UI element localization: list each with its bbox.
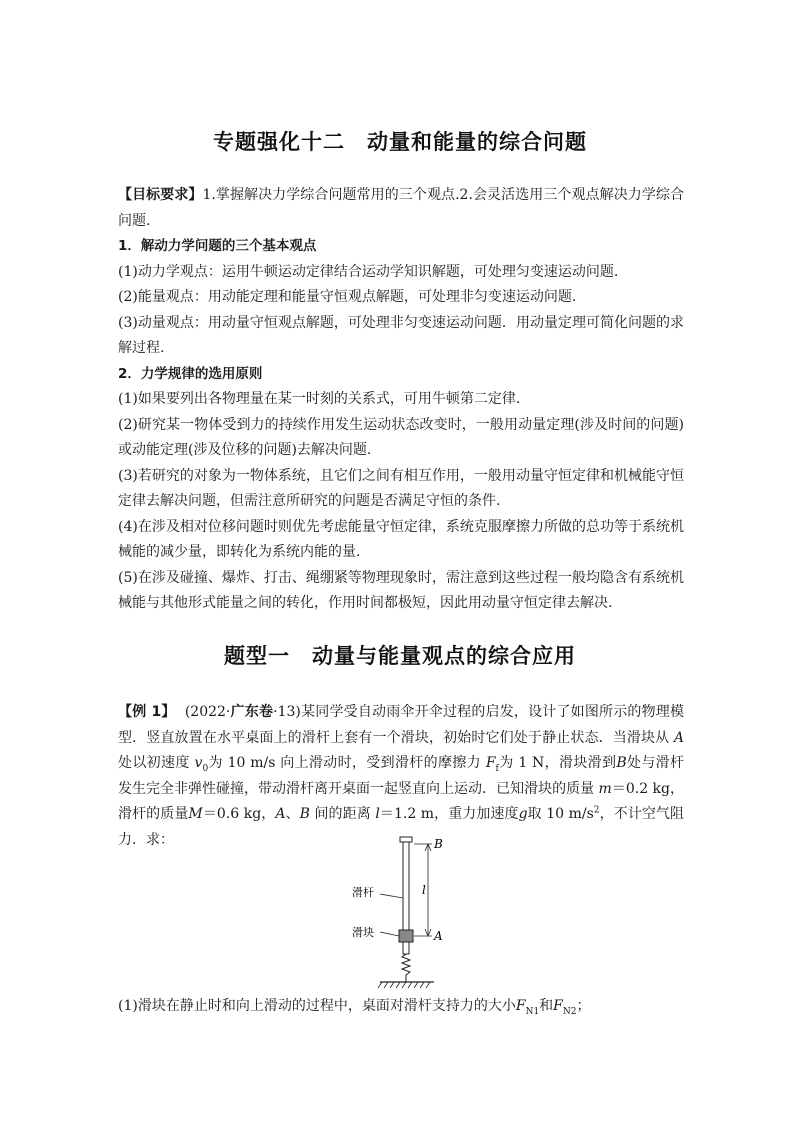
- example-paragraph: [118, 700, 684, 853]
- var-FN2-sub: N2: [562, 1006, 577, 1017]
- example-source: (2022·: [184, 704, 231, 720]
- var-B: B: [616, 755, 627, 771]
- rod-leader: [380, 894, 403, 898]
- example-text-7: ＝0.6 kg，: [202, 806, 276, 822]
- section-title: [0, 640, 800, 670]
- section2-item-3: (3)若研究的对象为一物体系统，且它们之间有相互作用，一般用动量守恒定律和机械能守恒定律去解决问题，但需注意所研究的问题是否满足守恒的条件.: [118, 467, 684, 509]
- var-F: F: [485, 755, 496, 771]
- example-text-3: 为 10 m/s 向上滑动时，受到滑杆的摩擦力: [208, 755, 486, 771]
- label-l: l: [422, 883, 426, 897]
- example-text-8: 、: [285, 806, 300, 822]
- question-1: [118, 994, 684, 1019]
- var-v-sub: 0: [202, 763, 209, 774]
- var-M: M: [188, 806, 203, 822]
- example-text-12: ，不计空气阻力．求：: [118, 806, 684, 848]
- section2-item-4: (4)在涉及相对位移问题时则优先考虑能量守恒定律，系统克服摩擦力所做的总功等于系统机械能的减少量，即转化为系统内能的量.: [118, 518, 684, 560]
- example-text-11: 取 10 m/s: [527, 806, 594, 822]
- label-A: A: [434, 929, 443, 943]
- section2-item-1: (1)如果要列出各物理量在某一时刻的关系式，可用牛顿第二定律.: [118, 391, 521, 407]
- ground-hatch: [378, 982, 430, 988]
- block-leader: [380, 932, 399, 936]
- goal-block: [118, 183, 684, 617]
- rod-block-diagram: [352, 832, 462, 1002]
- slider-block: [399, 930, 413, 942]
- example-source-bold: 广东卷: [230, 704, 274, 720]
- question-1-text: (1)滑块在静止时和向上滑动的过程中，桌面对滑杆支持力的大小: [118, 998, 516, 1014]
- rod-cap: [400, 837, 412, 842]
- example-text-10: ＝1.2 m，重力加速度: [379, 806, 519, 822]
- var-F-sub: f: [495, 763, 499, 774]
- rod-block-figure: [352, 832, 462, 1002]
- var-A-2: A: [275, 806, 286, 822]
- goal-paragraph: [118, 183, 684, 234]
- example-text-4: 为 1 N，滑块滑到: [498, 755, 617, 771]
- unit-square: 2: [593, 805, 600, 816]
- section1-heading: 1．解动力学问题的三个基本观点: [118, 238, 317, 254]
- label-rod: 滑杆: [352, 886, 374, 899]
- var-m: m: [598, 780, 612, 797]
- section1-item-2: (2)能量观点：用动能定理和能量守恒观点解题，可处理非匀变速运动问题.: [118, 289, 577, 305]
- example-text-2: 处以初速度: [118, 755, 195, 771]
- example-source-tail: ·13): [273, 704, 301, 720]
- goal-text: 1.掌握解决力学综合问题常用的三个观点.2.会灵活选用三个观点解决力学综合问题.: [118, 187, 684, 229]
- question-1-and: 和: [539, 998, 554, 1014]
- example-text-1: 某同学受自动雨伞开伞过程的启发，设计了如图所示的物理模型．竖直放置在水平桌面上的滑杆上套有一个滑块，初始时它们处于静止状态．当滑块从: [118, 704, 684, 746]
- example-tag: 【例 1】: [118, 704, 176, 720]
- example-text-9: 间的距离: [309, 806, 376, 822]
- example-text-5: 处与滑杆发生完全非弹性碰撞，带动滑杆离开桌面一起竖直向上运动．已知滑块的质量: [118, 755, 685, 797]
- section-title-part1: 题型一: [224, 644, 290, 668]
- var-FN1-sub: N1: [525, 1006, 540, 1017]
- goal-tag: 【目标要求】: [118, 187, 203, 203]
- var-FN1: F: [515, 998, 526, 1014]
- section1-item-3: (3)动量观点：用动量守恒观点解题，可处理非匀变速运动问题．用动量定理可简化问题的求解过程.: [118, 314, 684, 356]
- var-g: g: [518, 806, 528, 822]
- spring: [402, 954, 410, 975]
- var-FN2: F: [553, 998, 563, 1014]
- example-block: [118, 700, 684, 853]
- var-v: v: [194, 755, 203, 771]
- main-title-part1: 专题强化十二: [213, 130, 345, 154]
- section1-item-1: (1)动力学观点：运用牛顿运动定律结合运动学知识解题，可处理匀变速运动问题.: [118, 263, 619, 280]
- label-block: 滑块: [352, 926, 374, 939]
- main-title: [0, 126, 800, 156]
- section2-item-5: (5)在涉及碰撞、爆炸、打击、绳绷紧等物理现象时，需注意到这些过程一般均隐含有系统机械能与其他形式能量之间的转化，作用时间都极短，因此用动量守恒定律去解决.: [118, 569, 684, 611]
- label-B: B: [434, 837, 443, 851]
- var-l: l: [375, 806, 380, 822]
- example-text-6: ＝0.2 kg，滑杆的质量: [118, 780, 684, 822]
- section-title-part2: 动量与能量观点的综合应用: [312, 644, 576, 668]
- section2-item-2: (2)研究某一物体受到力的持续作用发生运动状态改变时，一般用动量定理(涉及时间的问题)或动能定理(涉及位移的问题)去解决问题.: [118, 416, 684, 458]
- var-B-2: B: [299, 806, 310, 822]
- section2-heading: 2．力学规律的选用原则: [118, 365, 263, 382]
- var-A: A: [673, 729, 684, 746]
- main-title-part2: 动量和能量的综合问题: [367, 130, 587, 154]
- question-1-end: ；: [576, 998, 591, 1014]
